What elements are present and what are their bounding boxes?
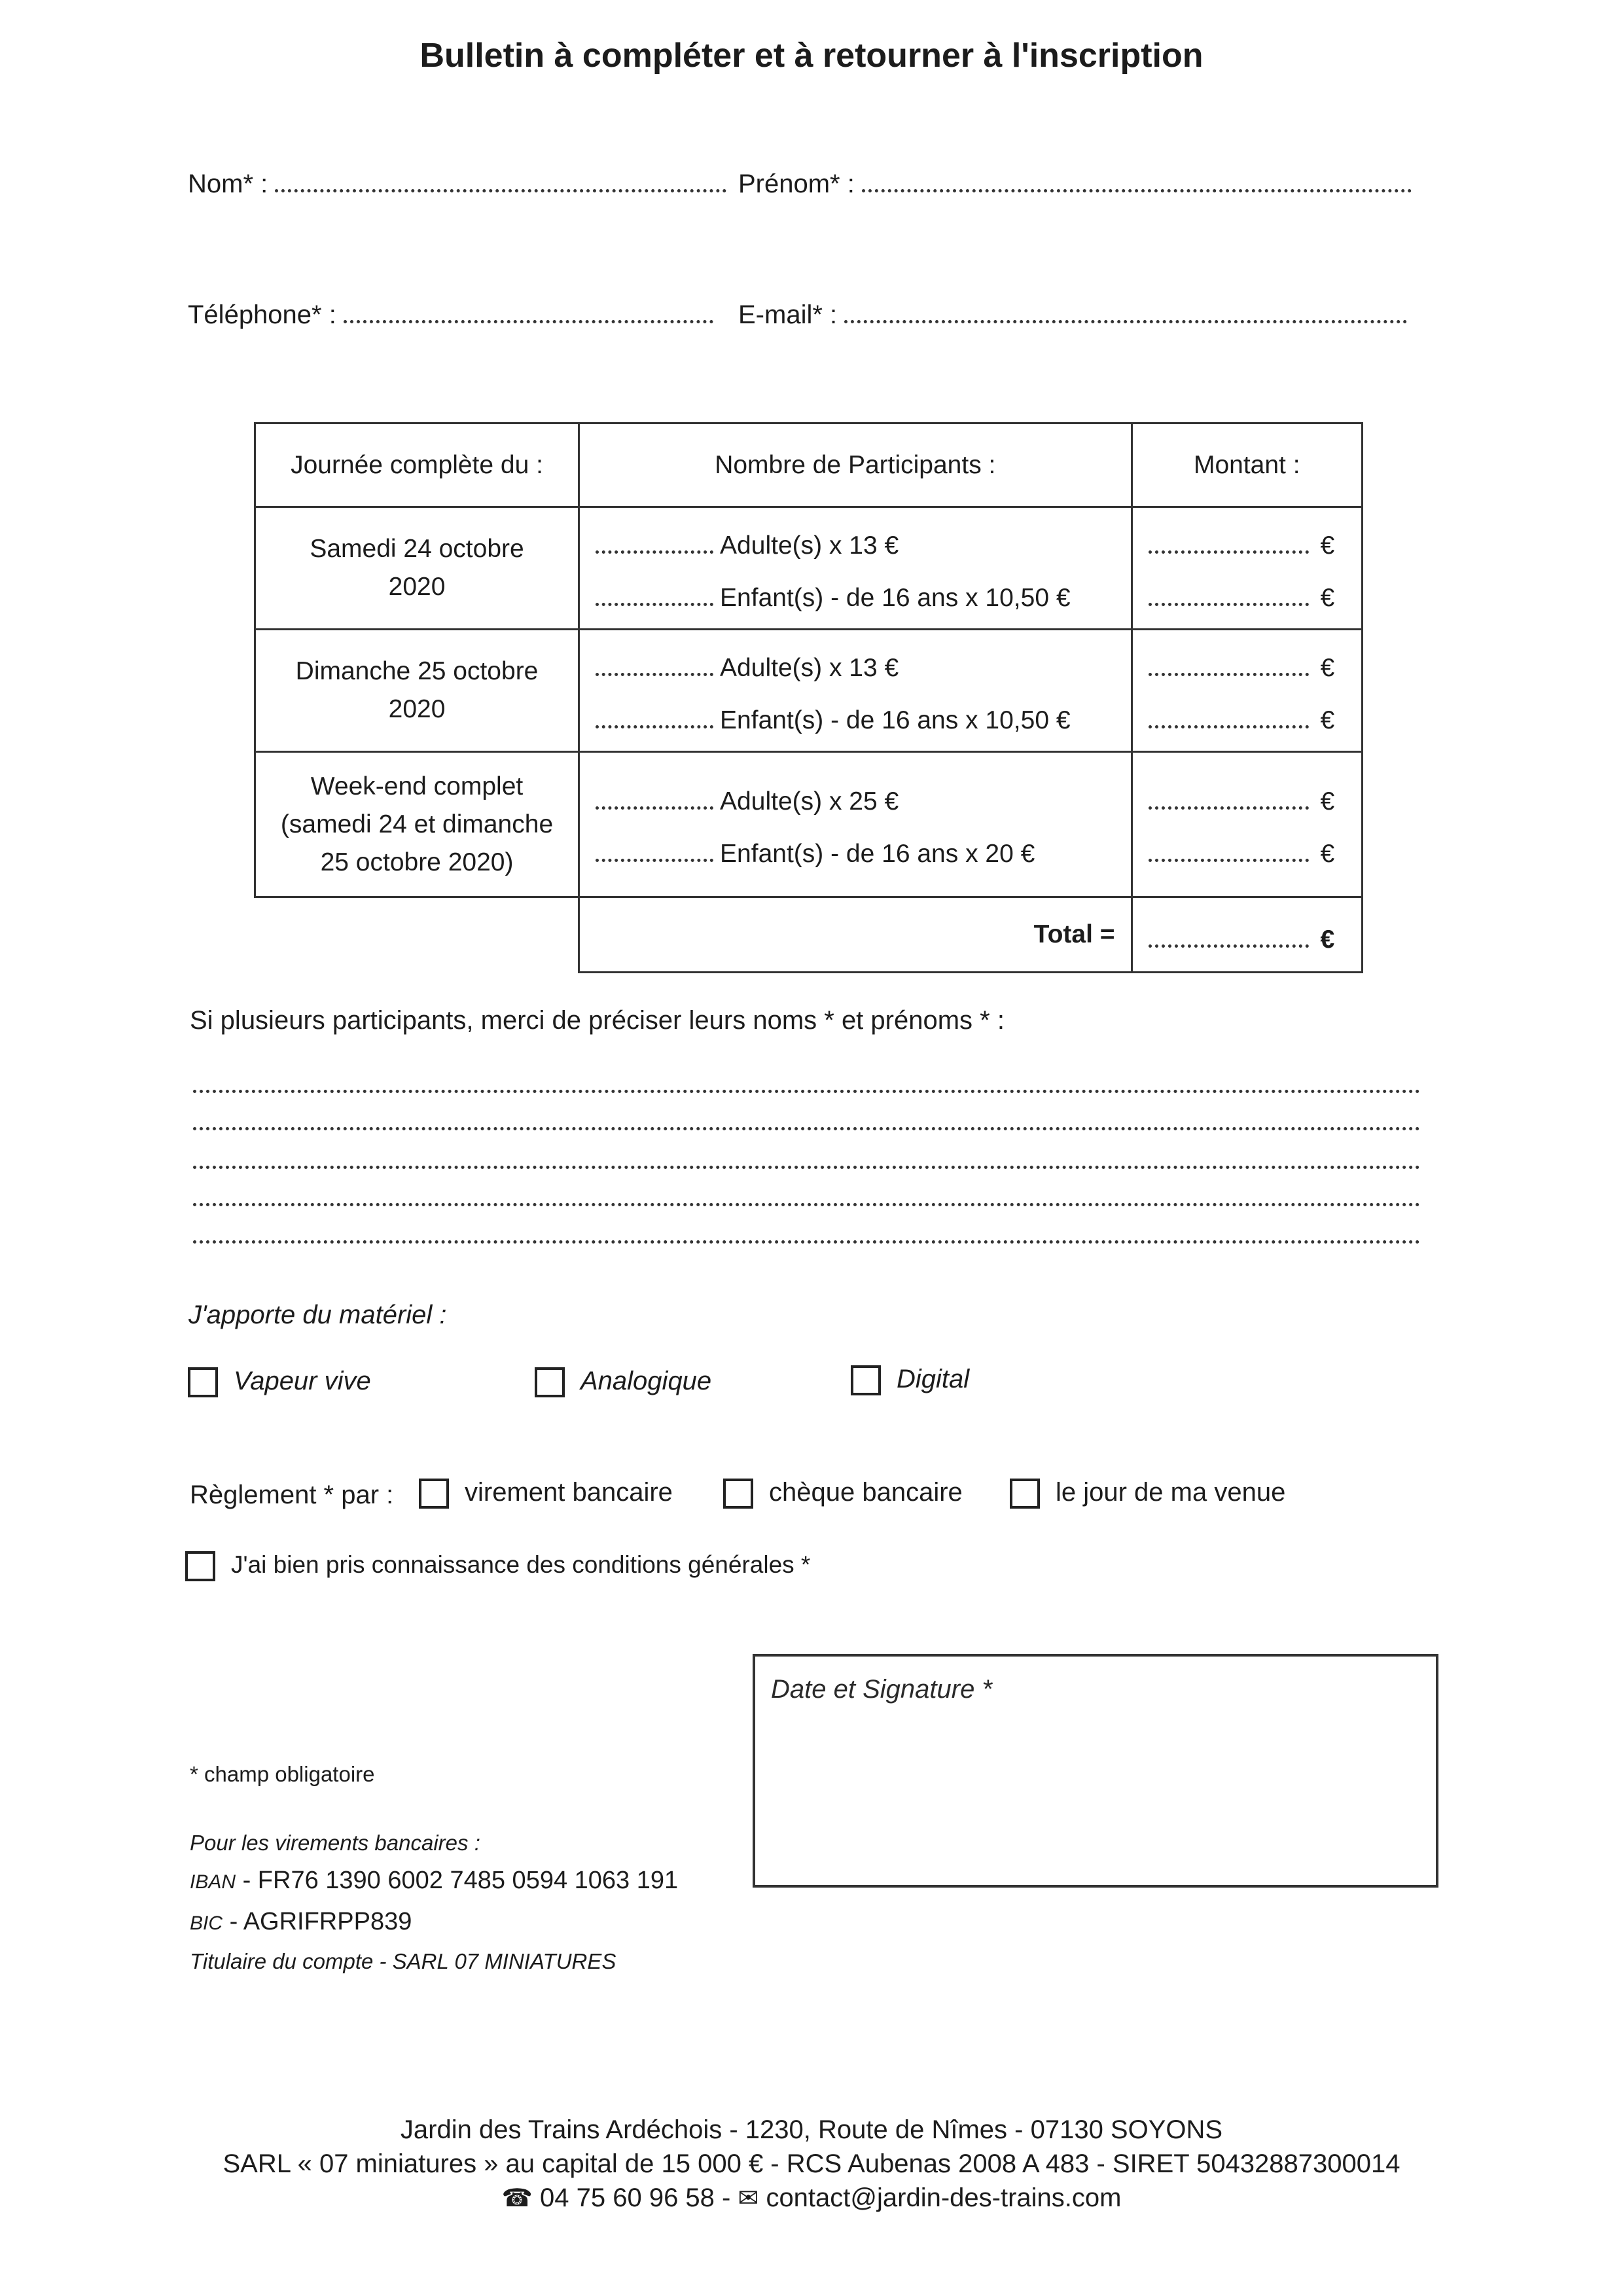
materiel-label: J'apporte du matériel : bbox=[188, 1300, 447, 1329]
table-row bbox=[255, 507, 1363, 630]
email-label: E-mail* : bbox=[738, 300, 838, 329]
header-montant: Montant : bbox=[1132, 423, 1362, 507]
option-label: Vapeur vive bbox=[234, 1367, 371, 1395]
bank-heading: Pour les virements bancaires : bbox=[190, 1831, 480, 1855]
signature-box[interactable] bbox=[753, 1654, 1438, 1888]
participants-line[interactable] bbox=[193, 1090, 1420, 1093]
day-line: 25 octobre 2020) bbox=[320, 848, 514, 876]
day-cell bbox=[255, 507, 579, 630]
conditions-label: J'ai bien pris connaissance des conditions générales * bbox=[231, 1551, 811, 1578]
bic-line bbox=[190, 1908, 412, 1936]
child-label: Enfant(s) - de 16 ans x 10,50 € bbox=[720, 583, 1071, 612]
champ-obligatoire-note: * champ obligatoire bbox=[190, 1762, 375, 1786]
montant-line[interactable] bbox=[1149, 524, 1346, 560]
bic-value: - AGRIFRPP839 bbox=[223, 1908, 412, 1935]
footer-contact bbox=[0, 2183, 1623, 2213]
total-label: Total = bbox=[579, 897, 1132, 973]
montant-line[interactable] bbox=[1149, 780, 1346, 816]
montant-line[interactable] bbox=[1149, 683, 1346, 735]
bic-label: BIC bbox=[190, 1912, 223, 1934]
iban-value: - FR76 1390 6002 7485 0594 1063 191 bbox=[236, 1867, 679, 1894]
materiel-option-vapeur[interactable] bbox=[188, 1367, 371, 1397]
reglement-option-venue[interactable] bbox=[1010, 1478, 1285, 1509]
child-line[interactable] bbox=[596, 816, 1115, 869]
montant-cell bbox=[1132, 630, 1362, 752]
option-label: le jour de ma venue bbox=[1056, 1478, 1286, 1507]
checkbox[interactable] bbox=[723, 1479, 753, 1509]
adult-line[interactable] bbox=[596, 524, 1115, 560]
signature-label: Date et Signature * bbox=[771, 1675, 992, 1704]
iban-line bbox=[190, 1867, 678, 1895]
day-line: Week-end complet bbox=[310, 772, 524, 800]
checkbox[interactable] bbox=[1010, 1479, 1040, 1509]
euro-sign: € bbox=[1320, 583, 1335, 612]
day-line: 2020 bbox=[388, 573, 446, 601]
account-holder: Titulaire du compte - SARL 07 MINIATURES bbox=[190, 1949, 616, 1973]
telephone-field[interactable] bbox=[188, 298, 713, 330]
checkbox[interactable] bbox=[188, 1367, 218, 1397]
participants-line[interactable] bbox=[193, 1240, 1420, 1244]
montant-line[interactable] bbox=[1149, 647, 1346, 683]
adult-line[interactable] bbox=[596, 647, 1115, 683]
option-label: Digital bbox=[897, 1365, 970, 1393]
child-label: Enfant(s) - de 16 ans x 20 € bbox=[720, 840, 1035, 868]
reglement-label: Règlement * par : bbox=[190, 1480, 394, 1509]
checkbox[interactable] bbox=[419, 1479, 449, 1509]
euro-sign: € bbox=[1320, 531, 1335, 560]
email-input-line[interactable] bbox=[844, 298, 1407, 323]
footer-legal: SARL « 07 miniatures » au capital de 15 000 € - RCS Aubenas 2008 A 483 - SIRET 50432887300014 bbox=[223, 2149, 1400, 2178]
total-row bbox=[255, 897, 1363, 973]
reglement-option-cheque[interactable] bbox=[723, 1478, 963, 1509]
day-line: (samedi 24 et dimanche bbox=[280, 810, 554, 838]
reglement-option-virement[interactable] bbox=[419, 1478, 673, 1509]
table-header-row bbox=[255, 423, 1363, 507]
euro-sign: € bbox=[1320, 653, 1335, 682]
montant-line[interactable] bbox=[1149, 816, 1346, 869]
child-label: Enfant(s) - de 16 ans x 10,50 € bbox=[720, 706, 1071, 734]
nom-field[interactable] bbox=[188, 167, 726, 199]
telephone-label: Téléphone* : bbox=[188, 300, 336, 329]
participants-cell bbox=[579, 507, 1132, 630]
materiel-option-analogique[interactable] bbox=[535, 1367, 711, 1397]
child-line[interactable] bbox=[596, 683, 1115, 735]
checkbox[interactable] bbox=[851, 1365, 881, 1395]
conditions-option[interactable] bbox=[185, 1551, 810, 1581]
total-cell bbox=[1132, 897, 1362, 973]
header-day: Journée complète du : bbox=[255, 423, 579, 507]
montant-cell bbox=[1132, 507, 1362, 630]
euro-sign: € bbox=[1320, 706, 1335, 734]
participants-cell bbox=[579, 630, 1132, 752]
envelope-icon: ✉ bbox=[738, 2185, 759, 2212]
adult-label: Adulte(s) x 13 € bbox=[720, 531, 899, 560]
day-line: Dimanche 25 octobre bbox=[295, 657, 539, 685]
nom-input-line[interactable] bbox=[275, 167, 726, 192]
day-cell bbox=[255, 630, 579, 752]
telephone-input-line[interactable] bbox=[344, 298, 713, 323]
adult-label: Adulte(s) x 25 € bbox=[720, 787, 899, 816]
euro-sign: € bbox=[1320, 925, 1335, 954]
checkbox[interactable] bbox=[535, 1367, 565, 1397]
option-label: virement bancaire bbox=[465, 1478, 673, 1507]
euro-sign: € bbox=[1320, 787, 1335, 816]
participants-line[interactable] bbox=[193, 1166, 1420, 1169]
footer-phone: 04 75 60 96 58 bbox=[540, 2183, 715, 2212]
adult-label: Adulte(s) x 13 € bbox=[720, 653, 899, 682]
pricing-table bbox=[254, 422, 1363, 973]
montant-line[interactable] bbox=[1149, 560, 1346, 613]
participants-cell bbox=[579, 752, 1132, 897]
blank-cell bbox=[255, 897, 579, 973]
day-line: 2020 bbox=[388, 695, 446, 723]
participants-line[interactable] bbox=[193, 1127, 1420, 1130]
table-row bbox=[255, 752, 1363, 897]
child-line[interactable] bbox=[596, 560, 1115, 613]
prenom-field[interactable] bbox=[738, 167, 1412, 199]
participants-prompt: Si plusieurs participants, merci de préciser leurs noms * et prénoms * : bbox=[190, 1006, 1005, 1035]
day-line: Samedi 24 octobre bbox=[310, 535, 524, 563]
email-field[interactable] bbox=[738, 298, 1407, 330]
adult-line[interactable] bbox=[596, 780, 1115, 816]
footer-address: Jardin des Trains Ardéchois - 1230, Route de Nîmes - 07130 SOYONS bbox=[400, 2115, 1223, 2144]
nom-label: Nom* : bbox=[188, 170, 268, 198]
footer-email[interactable]: contact@jardin-des-trains.com bbox=[766, 2183, 1122, 2212]
day-cell bbox=[255, 752, 579, 897]
option-label: chèque bancaire bbox=[769, 1478, 963, 1507]
euro-sign: € bbox=[1320, 840, 1335, 868]
form-title: Bulletin à compléter et à retourner à l'inscription bbox=[419, 37, 1204, 75]
materiel-option-digital[interactable] bbox=[851, 1365, 969, 1395]
prenom-label: Prénom* : bbox=[738, 170, 855, 198]
participants-line[interactable] bbox=[193, 1203, 1420, 1206]
footer-separator: - bbox=[714, 2183, 738, 2212]
total-line[interactable] bbox=[1149, 915, 1346, 954]
montant-cell bbox=[1132, 752, 1362, 897]
option-label: Analogique bbox=[580, 1367, 712, 1395]
iban-label: IBAN bbox=[190, 1871, 236, 1893]
telephone-icon: ☎ bbox=[501, 2185, 533, 2212]
header-participants: Nombre de Participants : bbox=[579, 423, 1132, 507]
checkbox[interactable] bbox=[185, 1551, 215, 1581]
prenom-input-line[interactable] bbox=[862, 167, 1412, 192]
table-row bbox=[255, 630, 1363, 752]
